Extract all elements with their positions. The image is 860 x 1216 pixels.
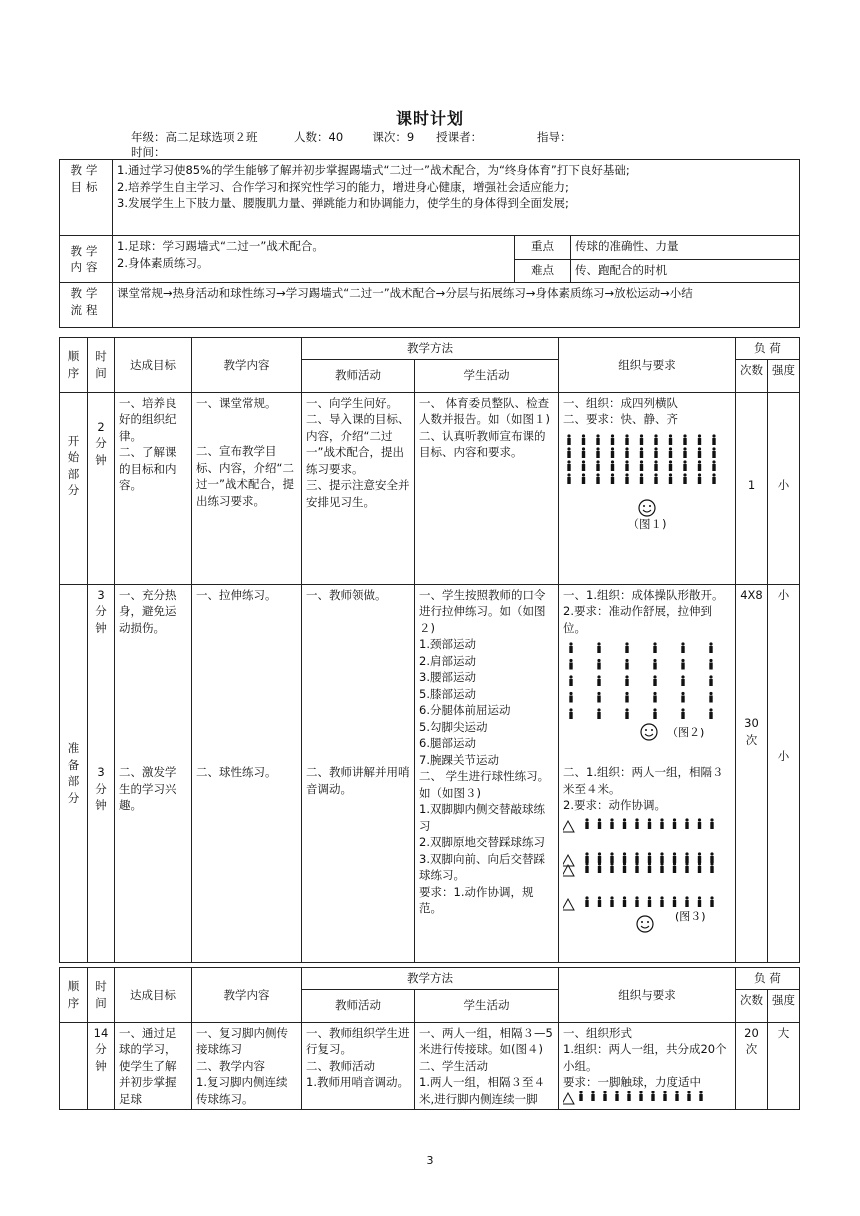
student-item: 二、认真听教师宣布课的目标、内容和要求。 (419, 428, 546, 459)
flow-text: 课堂常规→热身活动和球性练习→学习踢墙式“二过一”战术配合→分层与拓展练习→身体素质练习→放松运动→小结 (113, 283, 800, 328)
student-figure-icon (596, 447, 599, 458)
student-figure-icon (653, 708, 656, 719)
student-figure-icon (660, 852, 663, 863)
prep-time (88, 584, 115, 962)
student-figure-icon (569, 708, 572, 719)
org-item: 2.要求：准动作舒展，拉伸到位。 (563, 604, 712, 635)
student-figure-icon (653, 642, 656, 653)
student-figure-icon (687, 1091, 690, 1101)
student-figure-icon (596, 473, 599, 484)
student-figure-icon (698, 862, 701, 873)
student-figure-icon (623, 862, 626, 873)
content-item: 二、教学内容 (196, 1058, 265, 1073)
student-figure-icon (598, 852, 601, 863)
student-figure-icon (625, 708, 628, 719)
student-item: 6.分腿体前屈运动 (419, 703, 511, 717)
cone-marker-icon (563, 1093, 574, 1104)
start-time: 2分钟 (88, 392, 115, 584)
prep-intensity-1: 小 (777, 587, 790, 602)
student-figure-icon (669, 460, 672, 471)
student-figure-icon (640, 460, 643, 471)
student-figure-icon (610, 862, 613, 873)
student-figure-icon (567, 447, 570, 458)
teacher-item: 一、向学生问好。 (306, 395, 398, 410)
student-figure-icon (683, 447, 686, 458)
plan-overview-table (59, 159, 800, 328)
student-figure-icon (582, 447, 585, 458)
formation-figure-2 (563, 640, 731, 742)
student-figure-icon (598, 818, 601, 829)
student-figure-icon (585, 818, 588, 829)
teacher-item: 一、教师组织学生进行复习。 (306, 1025, 410, 1056)
org-item: 二、1.组织：两人一组，相隔３米至４米。 (563, 765, 724, 796)
student-figure-icon (681, 708, 684, 719)
header-goal: 达成目标 (115, 338, 192, 393)
key-point-label: 重点 (515, 236, 571, 260)
student-figure-icon (669, 447, 672, 458)
goal-item: 1.通过学习使85%的学生能够了解并初步掌握踢墙式“二过一”战术配合，为“终身体育”打下良好基础; (117, 163, 630, 177)
student-figure-icon (681, 675, 684, 686)
page-title: 课时计划 (395, 109, 464, 128)
formation-figure-1 (563, 432, 731, 524)
student-figure-icon (654, 447, 657, 458)
student-figure-icon (712, 460, 715, 471)
student-item: 6.腿部运动 (419, 736, 476, 750)
student-figure-icon (623, 818, 626, 829)
student-figure-icon (673, 852, 676, 863)
header-time: 时间 (88, 968, 115, 1023)
student-figure-icon (610, 896, 613, 907)
basic-section (60, 1022, 88, 1110)
student-figure-icon (640, 447, 643, 458)
header-load: 负 荷 (736, 968, 800, 990)
prep-count (736, 584, 768, 962)
student-figure-icon (597, 692, 600, 703)
header-content: 教学内容 (192, 968, 302, 1023)
student-figure-icon (709, 692, 712, 703)
student-item: 2.肩部运动 (419, 653, 476, 668)
header-student: 学生活动 (415, 359, 559, 392)
basic-time: 14分钟 (88, 1022, 115, 1110)
student-figure-icon (611, 434, 614, 445)
org-item: 2.要求：动作协调。 (563, 798, 666, 812)
start-intensity: 小 (768, 392, 800, 584)
student-figure-icon (611, 473, 614, 484)
prep-student (415, 584, 559, 962)
student-item: 二、 学生进行球性练习。如（如图３) (419, 769, 550, 800)
student-figure-icon (567, 473, 570, 484)
student-figure-icon (582, 473, 585, 484)
student-figure-icon (603, 1091, 606, 1101)
prep-section: 准备部分 (60, 584, 88, 962)
header-intensity: 强度 (768, 359, 800, 392)
goal-item: 二、了解课的目标和内容。 (119, 445, 177, 492)
student-figure-icon (698, 473, 701, 484)
student-figure-icon (673, 862, 676, 873)
student-figure-icon (710, 896, 713, 907)
student-figure-icon (654, 473, 657, 484)
student-item: 3.腰部运动 (419, 670, 476, 684)
student-figure-icon (681, 642, 684, 653)
student-figure-icon (625, 659, 628, 670)
student-figure-icon (625, 473, 628, 484)
student-figure-icon (673, 896, 676, 907)
student-figure-icon (582, 434, 585, 445)
student-figure-icon (653, 659, 656, 670)
student-figure-icon (597, 708, 600, 719)
prep-intensity-2: 小 (777, 749, 790, 763)
student-figure-icon (669, 434, 672, 445)
student-figure-icon (598, 862, 601, 873)
start-count: 1 (736, 392, 768, 584)
student-item: 1.双脚脚内侧交替敲球练习 (419, 802, 545, 833)
student-item: 5.膝部运动 (419, 686, 476, 701)
basic-count: 20次 (736, 1022, 768, 1110)
basic-intensity: 大 (768, 1022, 800, 1110)
student-figure-icon (567, 434, 570, 445)
student-figure-icon (675, 1091, 678, 1101)
student-figure-icon (685, 852, 688, 863)
student-figure-icon (681, 659, 684, 670)
content-item: 1.足球：学习踢墙式“二过一”战术配合。 (117, 239, 324, 253)
student-figure-icon (699, 1091, 702, 1101)
header-teacher: 教师活动 (302, 359, 415, 392)
header-intensity: 强度 (768, 989, 800, 1022)
teacher-smiley-icon (639, 500, 655, 516)
student-figure-icon (660, 896, 663, 907)
student-item: 二、学生活动 (419, 1058, 488, 1073)
prep-teacher (302, 584, 415, 962)
content-item: 2.身体素质练习。 (117, 255, 209, 270)
student-item: 2.双脚原地交替踩球练习 (419, 835, 545, 849)
student-figure-icon (596, 460, 599, 471)
student-figure-icon (685, 896, 688, 907)
student-figure-icon (635, 896, 638, 907)
content-item: 1.复习脚内侧连续传球练习。 (196, 1075, 288, 1106)
header-org: 组织与要求 (559, 338, 736, 393)
content-item: 二、球性练习。 (196, 765, 277, 779)
student-figure-icon (660, 818, 663, 829)
student-figure-icon (635, 862, 638, 873)
content-item: 二、宣布教学目标、内容，介绍“二过一”战术配合，提出练习要求。 (196, 444, 294, 508)
student-figure-icon (597, 659, 600, 670)
student-figure-icon (683, 434, 686, 445)
org-item: 一、1.组织：成体操队形散开。 (563, 587, 724, 602)
page-number: 3 (426, 1154, 434, 1167)
student-figure-icon (648, 862, 651, 873)
student-figure-icon (635, 852, 638, 863)
prep-time-1: 3分钟 (95, 587, 107, 635)
student-figure-icon (635, 818, 638, 829)
student-figure-icon (611, 447, 614, 458)
content-item: 一、复习脚内侧传接球练习 (196, 1025, 288, 1056)
student-figure-icon (709, 708, 712, 719)
flow-label: 教学流程 (60, 283, 113, 328)
prep-count-1: 4X8 (740, 587, 763, 602)
student-figure-icon (683, 460, 686, 471)
student-item: 1.颈部运动 (419, 637, 476, 651)
student-figure-icon (709, 675, 712, 686)
prep-content (192, 584, 302, 962)
start-section: 开始部分 (60, 392, 88, 584)
student-figure-icon (698, 447, 701, 458)
student-figure-icon (681, 692, 684, 703)
student-figure-icon (585, 862, 588, 873)
start-teacher (302, 392, 415, 584)
student-item: 一、学生按照教师的口令进行拉伸练习。如（如图２) (419, 587, 546, 635)
formation-figure-3 (563, 816, 731, 934)
class-time: 时间： (131, 145, 166, 159)
student-figure-icon (685, 862, 688, 873)
student-figure-icon (597, 675, 600, 686)
student-figure-icon (585, 852, 588, 863)
student-figure-icon (623, 896, 626, 907)
student-figure-icon (698, 818, 701, 829)
lesson-detail-table-continued (59, 967, 800, 1110)
header-order: 顺序 (60, 338, 88, 393)
prep-time-2: 3分钟 (95, 765, 107, 812)
teacher-item: 二、导入课的目标、内容，介绍“二过一”战术配合，提出练习要求。 (306, 412, 410, 476)
figure-2-caption: （图２) (667, 726, 705, 739)
student-figure-icon (591, 1091, 594, 1101)
student-item: 3.双脚向前、向后交替踩球练习。 (419, 851, 545, 882)
student-figure-icon (663, 1091, 666, 1101)
student-figure-icon (640, 473, 643, 484)
student-figure-icon (569, 659, 572, 670)
teacher-smiley-icon (637, 916, 653, 932)
goal-item: 2.培养学生自主学习、合作学习和探究性学习的能力，增进身心健康，增强社会适应能力; (117, 179, 569, 194)
teacher-smiley-icon (641, 724, 657, 740)
student-figure-icon (709, 659, 712, 670)
student-figure-icon (625, 692, 628, 703)
student-figure-icon (685, 818, 688, 829)
teacher-item: 1.教师用哨音调动。 (306, 1075, 409, 1089)
student-figure-icon (569, 692, 572, 703)
goal-list (113, 160, 800, 236)
student-item: 7.腕踝关节运动 (419, 752, 499, 767)
formation-figure-4 (563, 1091, 731, 1105)
header-student: 学生活动 (415, 989, 559, 1022)
student-figure-icon (567, 460, 570, 471)
student-item: 一、 体育委员整队、检查人数并报告。如（如图１) (419, 395, 550, 426)
content-item: 一、课堂常规。 (196, 395, 277, 410)
student-figure-icon (639, 1091, 642, 1101)
goal-item: 二、激发学生的学习兴趣。 (119, 765, 177, 812)
difficulty-value: 传、跑配合的时机 (571, 260, 800, 283)
basic-student (415, 1022, 559, 1110)
goal-item: 一、充分热身，避免运动损伤。 (119, 587, 177, 635)
student-figure-icon (698, 852, 701, 863)
basic-goal: 一、通过足球的学习，使学生了解并初步掌握足球 (115, 1022, 192, 1110)
header-content: 教学内容 (192, 338, 302, 393)
student-figure-icon (597, 642, 600, 653)
goal-label: 教学目标 (60, 160, 113, 236)
content-item: 一、拉伸练习。 (196, 587, 277, 602)
student-figure-icon (640, 434, 643, 445)
student-item: 一、两人一组，相隔３—5米进行传接球。如(图４) (419, 1025, 553, 1056)
student-item: 1.两人一组，相隔３至４米,进行脚内侧连续一脚 (419, 1075, 545, 1106)
header-count: 次数 (736, 359, 768, 392)
header-teacher: 教师活动 (302, 989, 415, 1022)
basic-org (559, 1022, 736, 1110)
student-figure-icon (623, 852, 626, 863)
start-goal (115, 392, 192, 584)
header-load: 负 荷 (736, 338, 800, 360)
student-figure-icon (648, 852, 651, 863)
student-figure-icon (654, 434, 657, 445)
student-figure-icon (698, 434, 701, 445)
lesson-detail-table (59, 337, 800, 963)
start-content (192, 392, 302, 584)
student-figure-icon (653, 675, 656, 686)
student-figure-icon (627, 1091, 630, 1101)
content-list (113, 236, 515, 283)
goal-item: 3.发展学生上下肢力量、腰腹肌力量、弹跳能力和协调能力，使学生的身体得到全面发展; (117, 196, 569, 210)
student-figure-icon (615, 1091, 618, 1101)
student-figure-icon (669, 473, 672, 484)
student-figure-icon (710, 862, 713, 873)
content-label: 教学内容 (60, 236, 113, 283)
student-figure-icon (710, 852, 713, 863)
figure-3-caption: (图３) (675, 909, 706, 923)
header-order: 顺序 (60, 968, 88, 1023)
cone-marker-icon (563, 855, 574, 866)
org-item: 二、要求：快、静、齐 (563, 412, 678, 426)
student-figure-icon (625, 642, 628, 653)
student-figure-icon (648, 818, 651, 829)
student-figure-icon (596, 434, 599, 445)
goal-item: 一、培养良好的组织纪律。 (119, 395, 177, 443)
prep-count-2: 30次 (744, 716, 759, 747)
org-item: 一、组织形式 (563, 1025, 632, 1040)
student-figure-icon (610, 852, 613, 863)
cone-marker-icon (563, 899, 574, 910)
cone-marker-icon (563, 821, 574, 832)
header-goal: 达成目标 (115, 968, 192, 1023)
student-figure-icon (712, 473, 715, 484)
header-method: 教学方法 (302, 968, 559, 990)
difficulty-label: 难点 (515, 260, 571, 283)
student-item: 5.勾脚尖运动 (419, 719, 488, 734)
prep-goal (115, 584, 192, 962)
basic-content (192, 1022, 302, 1110)
teacher-item: 二、教师活动 (306, 1058, 375, 1073)
student-figure-icon (625, 434, 628, 445)
teacher-item: 三、提示注意安全并安排见习生。 (306, 478, 410, 509)
student-figure-icon (712, 434, 715, 445)
student-item: 要求：1.动作协调，规范。 (419, 884, 534, 915)
student-figure-icon (654, 460, 657, 471)
cone-marker-icon (563, 865, 574, 876)
student-figure-icon (710, 818, 713, 829)
student-figure-icon (683, 473, 686, 484)
student-figure-icon (698, 460, 701, 471)
student-figure-icon (610, 818, 613, 829)
student-figure-icon (625, 447, 628, 458)
student-figure-icon (648, 896, 651, 907)
key-point-value: 传球的准确性、力量 (571, 236, 800, 260)
student-figure-icon (569, 675, 572, 686)
org-item: 1.组织：两人一组，共分成20个小组。 (563, 1042, 727, 1073)
teacher-item: 二、教师讲解并用哨音调动。 (306, 765, 410, 796)
student-figure-icon (698, 896, 701, 907)
student-figure-icon (625, 460, 628, 471)
student-figure-icon (709, 642, 712, 653)
header-method: 教学方法 (302, 338, 559, 360)
student-figure-icon (585, 896, 588, 907)
student-figure-icon (712, 447, 715, 458)
student-figure-icon (569, 642, 572, 653)
student-figure-icon (598, 896, 601, 907)
teacher-item: 一、教师领做。 (306, 587, 387, 602)
start-student (415, 392, 559, 584)
student-figure-icon (651, 1091, 654, 1101)
header-count: 次数 (736, 989, 768, 1022)
student-figure-icon (582, 460, 585, 471)
student-figure-icon (611, 460, 614, 471)
student-figure-icon (625, 675, 628, 686)
student-figure-icon (579, 1091, 582, 1101)
student-figure-icon (673, 818, 676, 829)
header-org: 组织与要求 (559, 968, 736, 1023)
student-figure-icon (653, 692, 656, 703)
figure-1-caption: （图１) (627, 516, 667, 531)
prep-intensity (768, 584, 800, 962)
prep-org (559, 584, 736, 962)
class-info: 年级：高二足球选项２班 人数：40 课次：9 授课者： 指导： (131, 130, 572, 144)
org-item: 一、组织：成四列横队 (563, 395, 678, 410)
basic-teacher (302, 1022, 415, 1110)
student-figure-icon (660, 862, 663, 873)
org-item: 要求：一脚触球，力度适中 (563, 1075, 701, 1089)
header-time: 时间 (88, 338, 115, 393)
start-org (559, 392, 736, 584)
